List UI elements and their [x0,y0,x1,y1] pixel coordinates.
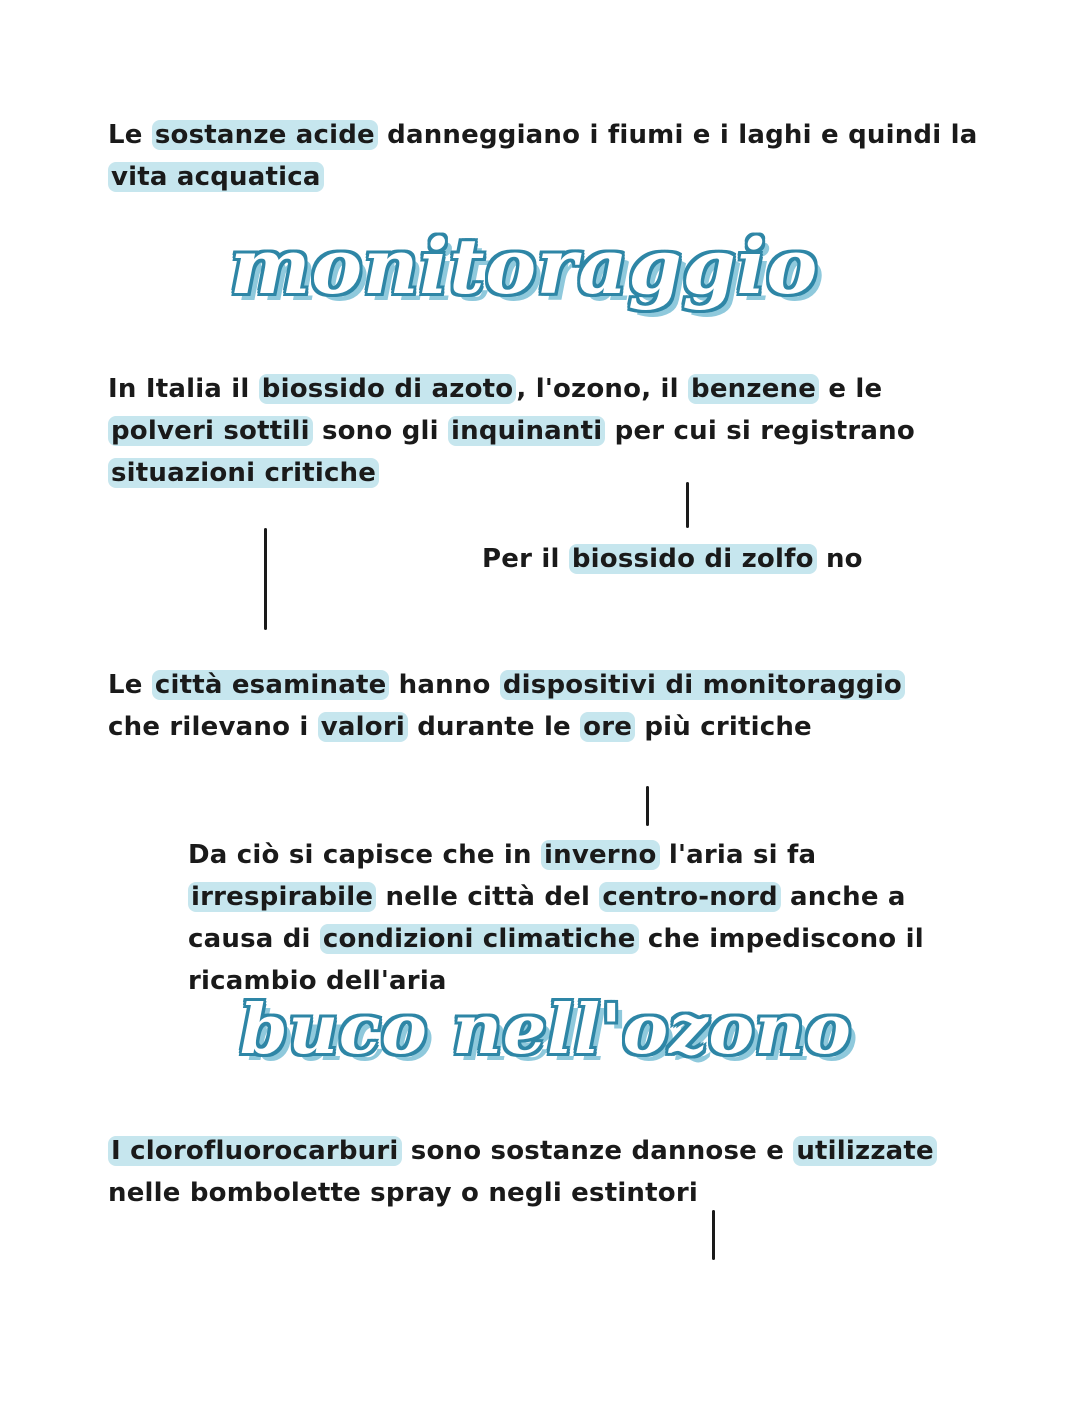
text: nelle città del [376,882,600,912]
text: durante le [407,712,581,742]
text: sono gli [312,416,448,446]
section-title-monitoraggio: monitoraggio [230,222,819,311]
text: no [816,544,863,574]
text: In Italia il [108,374,259,404]
text: e le [819,374,883,404]
connector-line [712,1210,715,1260]
text: Per il [482,544,569,574]
connector-line [646,786,649,826]
paragraph-pollutants-italy [108,368,968,494]
highlighted-term: centro-nord [599,882,780,912]
highlighted-term: biossido di azoto [259,374,517,404]
highlighted-term: biossido di zolfo [569,544,817,574]
highlighted-term: utilizzate [793,1136,937,1166]
text: Le [108,120,152,150]
text: danneggiano i fiumi e i laghi e quindi la [377,120,978,150]
text: hanno [389,670,500,700]
text: l'aria si fa [659,840,817,870]
highlighted-term: valori [318,712,408,742]
highlighted-term: I clorofluorocarburi [108,1136,402,1166]
section-title-buco-nell-ozono: buco nell'ozono [240,990,852,1070]
text: che rilevano i [108,712,318,742]
paragraph-cfc [108,1130,968,1214]
highlighted-term: vita acquatica [108,162,324,192]
text: nelle bombolette spray o negli estintori [108,1178,698,1208]
text: Le [108,670,152,700]
highlighted-term: benzene [688,374,819,404]
paragraph-acid-substances [108,114,988,198]
text: per cui si registrano [605,416,915,446]
paragraph-winter-air [188,834,988,1002]
paragraph-sulfur-dioxide [482,538,982,580]
text: , l'ozono, il [516,374,689,404]
highlighted-term: sostanze acide [152,120,378,150]
highlighted-term: irrespirabile [188,882,376,912]
text: che impediscono il ricambio dell'aria [188,924,924,996]
highlighted-term: dispositivi di monitoraggio [500,670,905,700]
text: anche a causa di [188,882,906,954]
text: Da ciò si capisce che in [188,840,541,870]
highlighted-term: polveri sottili [108,416,313,446]
highlighted-term: ore [580,712,635,742]
paragraph-monitoring-devices [108,664,958,748]
connector-line [686,482,689,528]
highlighted-term: inquinanti [448,416,605,446]
connector-line [264,528,267,630]
highlighted-term: inverno [541,840,660,870]
text: più critiche [635,712,812,742]
highlighted-term: condizioni climatiche [320,924,639,954]
text: sono sostanze dannose e [401,1136,794,1166]
highlighted-term: situazioni critiche [108,458,379,488]
highlighted-term: città esaminate [152,670,390,700]
